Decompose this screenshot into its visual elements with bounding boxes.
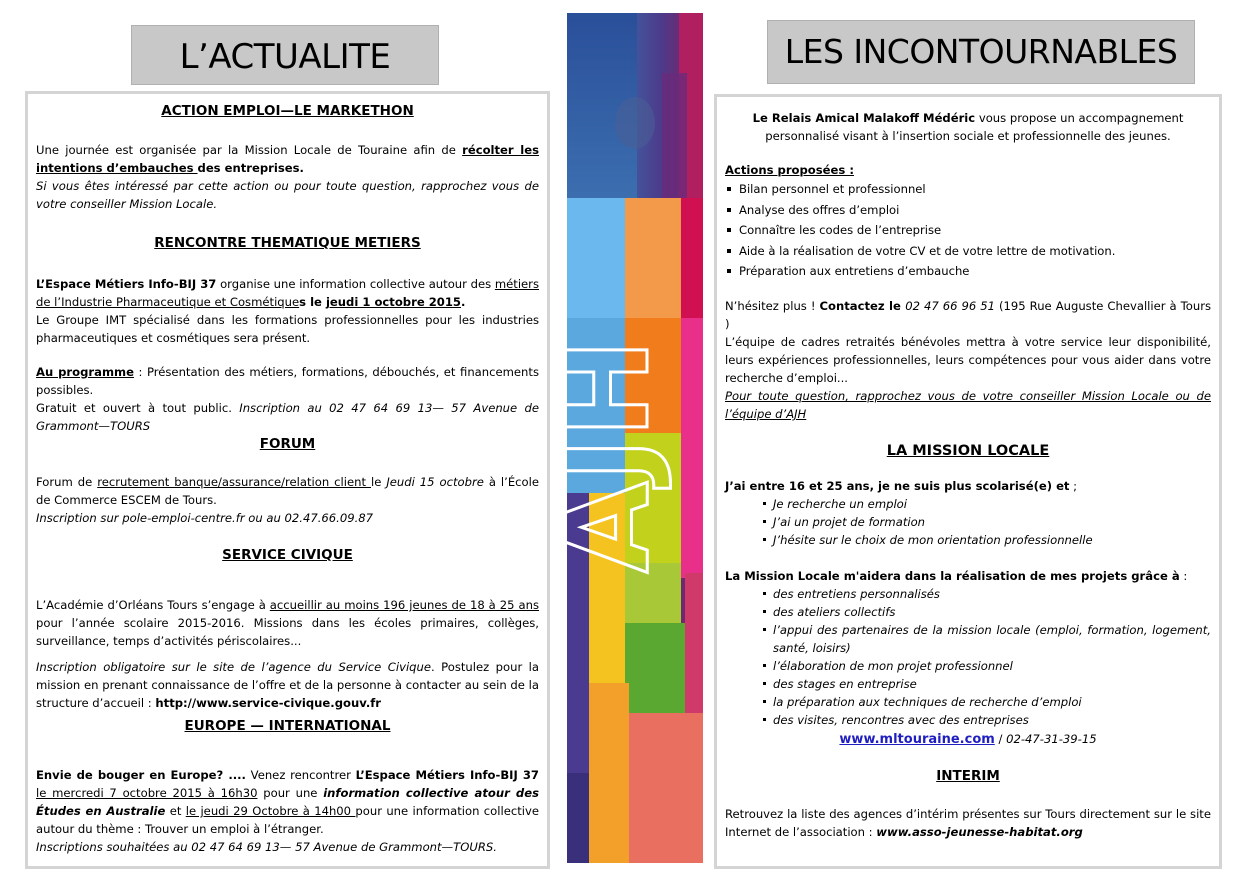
contact-phone: 02 47 66 96 51 [905,299,1000,313]
forum-inscription: Inscription sur pole-emploi-centre.fr ou au 02.47.66.09.87 [36,511,374,525]
actions-list [725,179,1211,282]
rencontre-date: jeudi 1 octobre 2015 [325,295,461,309]
aide-item: des visites, rencontres avec des entreprises [763,711,1211,729]
mission-phone: 02-47-31-39-15 [1006,732,1097,746]
forum-heading: FORUM [259,436,316,452]
europe-date-2: le jeudi 29 Octobre à 14h00 [185,804,356,818]
forum-recrutement-link: recrutement banque/assurance/relation client [97,475,371,489]
europe-espace-name: L’Espace Métiers Info-BIJ 37 [355,768,539,782]
situation-item: J’hésite sur le choix de mon orientation professionnelle [763,531,1211,549]
action-item: Analyse des offres d’emploi [727,200,1211,221]
rencontre-text-3: . [461,295,466,309]
question-text: Pour toute question, rapprochez vous de votre conseiller Mission Locale ou de l’équipe d’AJH [725,389,1211,421]
aide-item: la préparation aux techniques de recherche d’emploi [763,693,1211,711]
mission-contact [725,730,1211,749]
civique-text-2: pour l’année scolaire 2015-2016. Missions dans les écoles primaires, collèges, surveillance, temps d’activités périscolaires... [36,616,539,648]
banner-graphic [537,13,703,863]
aide-punct: : [1179,569,1188,583]
contact-separator: / [994,732,1007,746]
inscription-text: Gratuit et ouvert à tout public. [36,401,240,415]
rencontre-inscription [36,399,539,435]
forum-text: Forum de [36,475,98,489]
relais-name: Le Relais Amical Malakoff Médéric [752,111,976,125]
markethon-text-end: des entreprises. [197,161,304,175]
rencontre-heading: RENCONTRE THEMATIQUE METIERS [154,235,421,251]
relais-contact [717,297,1219,333]
action-item: Préparation aux entretiens d’embauche [727,261,1211,282]
europe-text-3: et [165,804,186,818]
programme-label: Au programme [36,365,134,379]
relais-intro-text: vous propose un accompagnement personnalisé visant à l’insertion sociale et professionnelle des jeunes. [765,111,1184,143]
relais-intro [717,109,1219,145]
situation-item: Je recherche un emploi [763,495,1211,513]
relais-actions [717,161,1219,282]
right-section-title: LES INCONTOURNABLES [767,20,1195,84]
action-item: Connaître les codes de l’entreprise [727,220,1211,241]
aide-item: des stages en entreprise [763,675,1211,693]
ajh-banner-artwork [537,13,703,863]
aides-list [725,585,1211,729]
age-text: J’ai entre 16 et 25 ans, je ne suis plus scolarisé(e) et [725,479,1070,493]
rencontre-metiers-link: métiers de l’Industrie Pharmaceutique et Cosmétique [36,277,539,309]
contact-label: Contactez le [819,299,906,313]
interim-url[interactable]: www.asso-jeunesse-habitat.org [876,825,1083,839]
contact-text: N’hésitez plus ! [725,299,820,313]
rencontre-text-2: s le [299,295,326,309]
civique-text: L’Académie d’Orléans Tours s’engage à [36,598,270,612]
aide-text: La Mission Locale m'aidera dans la réalisation de mes projets grâce à [725,569,1180,583]
civique-url[interactable]: http://www.service-civique.gouv.fr [155,696,381,710]
markethon-section [28,102,547,120]
europe-text-4: pour une information collective autour du thème : Trouver un emploi à l’étranger. [36,804,539,836]
team-text: L’équipe de cadres retraités bénévoles mettra à votre service leur disponibilité, leurs expériences professionnelles, leurs compétences pour vous aider dans votre recherche d’emploi... [725,335,1211,385]
left-section-title: L’ACTUALITE [131,25,439,85]
civique-inscription [36,658,539,712]
aide-item: l’élaboration de mon projet professionnel [763,657,1211,675]
age-punct: ; [1069,479,1078,493]
mission-locale-heading: LA MISSION LOCALE [886,443,1050,459]
europe-date-1: le mercredi 7 octobre 2015 à 16h30 [36,786,258,800]
situation-item: J’ai un projet de formation [763,513,1211,531]
civique-body [28,596,547,712]
mission-body [717,477,1219,749]
banner-ajh-letters: AJH [537,339,675,573]
interim-text: Retrouvez la liste des agences d’intérim présentes sur Tours directement sur le site Internet de l’association : [725,807,1211,839]
markethon-text: Une journée est organisée par la Mission Locale de Touraine afin de [36,143,463,157]
forum-date: Jeudi 15 octobre [386,475,484,489]
europe-body [28,766,547,856]
markethon-contact-note: Si vous êtes intéressé par cette action ou pour toute question, rapprochez vous de votre conseiller Mission Locale. [36,179,539,211]
europe-inscription: Inscriptions souhaitées au 02 47 64 69 13— 57 Avenue de Grammont—TOURS. [36,840,497,854]
forum-text-3: à l’École de Commerce ESCEM de Tours. [36,475,539,507]
rencontre-text: organise une information collective autour des [216,277,495,291]
rencontre-imt-text: Le Groupe IMT spécialisé dans les formations professionnelles pour les industries pharmaceutiques et cosmétiques sera présent. [36,313,539,345]
interim-body [717,805,1219,841]
civique-heading: SERVICE CIVIQUE [222,547,353,563]
markethon-body [28,141,547,213]
markethon-heading: ACTION EMPLOI—LE MARKETHON [161,103,414,119]
situations-list [725,495,1211,549]
programme-text: : Présentation des métiers, formations, débouchés, et financements possibles. [36,365,539,397]
inscription-phone: Inscription au 02 47 64 69 13— 57 Avenue de Grammont—TOURS [36,401,540,433]
actualite-panel [25,91,550,869]
actions-label: Actions proposées : [725,163,854,177]
forum-text-2: le [371,475,387,489]
forum-body [28,473,547,527]
contact-address: (195 Rue Auguste Chevallier à Tours ) [725,299,1211,331]
aide-item: des entretiens personnalisés [763,585,1211,603]
rencontre-programme [36,363,539,399]
relais-team [717,333,1219,423]
europe-text-2: pour une [257,786,324,800]
europe-question: Envie de bouger en Europe? .... [36,768,246,782]
action-item: Bilan personnel et professionnel [727,179,1211,200]
europe-heading: EUROPE — INTERNATIONAL [184,718,391,734]
rencontre-body [28,275,547,435]
mltouraine-website-link[interactable]: www.mltouraine.com [839,732,995,747]
civique-inscription-text: . Postulez pour la mission en prenant connaissance de l’offre et de la personne à contacter au sein de la structure d’accueil : [36,660,539,710]
espace-metiers-name: L’Espace Métiers Info-BIJ 37 [36,277,217,291]
markethon-highlight: récolter les intentions d’embauches [36,143,539,175]
action-item: Aide à la réalisation de votre CV et de votre lettre de motivation. [727,241,1211,262]
europe-australie: information collective atour des Études en Australie [36,786,539,818]
civique-inscription-italic: Inscription obligatoire sur le site de l’agence du Service Civique [36,660,432,674]
civique-jeunes-link: accueillir au moins 196 jeunes de 18 à 25 ans [269,598,539,612]
interim-heading: INTERIM [936,768,1000,784]
aide-item: l’appui des partenaires de la mission locale (emploi, formation, logement, santé, loisirs) [763,621,1211,657]
incontournables-panel [714,94,1222,869]
europe-text: Venez rencontrer [245,768,356,782]
aide-item: des ateliers collectifs [763,603,1211,621]
